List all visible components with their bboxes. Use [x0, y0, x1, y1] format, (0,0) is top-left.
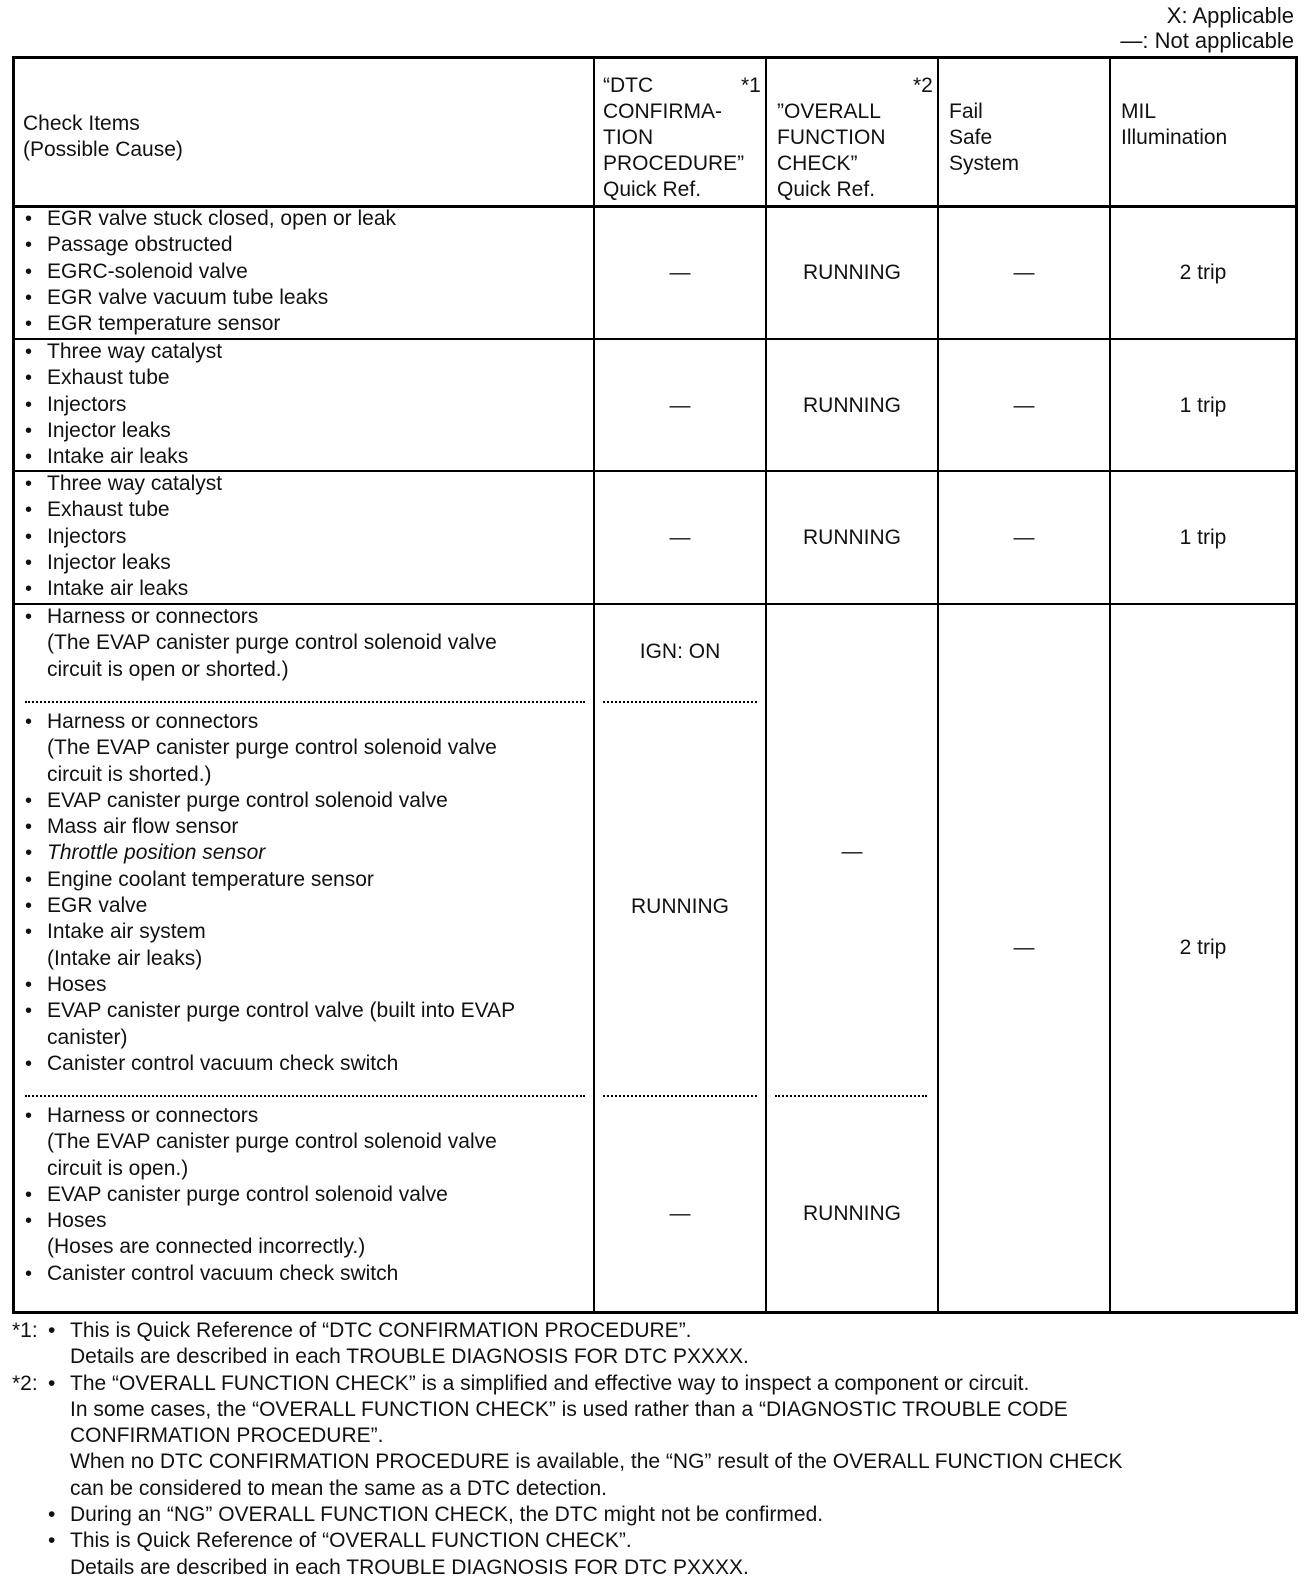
- diagnosis-table: [12, 56, 1298, 1314]
- check-item: • EGR valve stuck closed, open or leak: [25, 206, 595, 232]
- check-item-main: Harness or connectors: [47, 605, 259, 628]
- dotted-separator: [603, 1095, 757, 1097]
- check-item: • Injectors: [25, 392, 595, 418]
- check-item-detail: (The EVAP canister purge control solenoid valve: [47, 631, 497, 655]
- check-item-detail: (The EVAP canister purge control solenoid valve: [47, 1130, 497, 1154]
- check-item: • Canister control vacuum check switch: [25, 1261, 595, 1287]
- check-item-main: Harness or connectors: [47, 1104, 259, 1127]
- check-item: • Canister control vacuum check switch: [25, 1051, 595, 1077]
- check-item-detail: circuit is shorted.): [47, 762, 212, 786]
- legend-applicable: X: Applicable: [1166, 3, 1294, 28]
- check-items-evap-3: [25, 1103, 595, 1287]
- bullet-icon: •: [48, 1529, 56, 1553]
- row-1-mil: 2 trip: [1179, 261, 1227, 284]
- footnote-ref-2: *2: [913, 74, 933, 97]
- check-item: • Throttle position sensor: [25, 840, 595, 866]
- header-text: TION: [603, 126, 654, 149]
- row-2-failsafe: —: [1013, 394, 1035, 417]
- row-3-ofc: RUNNING: [803, 526, 901, 549]
- row-1-ofc: RUNNING: [803, 261, 901, 284]
- check-item: • Intake air leaks: [25, 576, 595, 602]
- check-item: • EVAP canister purge control solenoid valve: [25, 1182, 595, 1208]
- check-item-detail: (The EVAP canister purge control solenoid valve: [47, 736, 497, 760]
- check-item-detail: (Intake air leaks): [47, 946, 203, 970]
- header-text: Quick Ref.: [777, 178, 876, 201]
- bullet-icon: •: [48, 1371, 56, 1395]
- dotted-separator: [775, 1095, 927, 1097]
- check-item: • Exhaust tube: [25, 365, 595, 391]
- check-item: [25, 998, 595, 1051]
- check-item: [25, 1103, 595, 1182]
- header-dtc: [603, 73, 763, 203]
- check-item: • Exhaust tube: [25, 497, 595, 523]
- footnote-1: [12, 1318, 1302, 1371]
- footnote-text: This is Quick Reference of “DTC CONFIRMATION PROCEDURE”.: [70, 1319, 692, 1342]
- footnote-text: When no DTC CONFIRMATION PROCEDURE is available, the “NG” result of the OVERALL FUNCTION CHECK: [70, 1450, 1123, 1474]
- header-text: (Possible Cause): [23, 138, 183, 161]
- check-item-main: Intake air system: [47, 920, 206, 944]
- col-divider: [1109, 59, 1111, 1311]
- evap-3-ofc: RUNNING: [803, 1202, 901, 1225]
- header-text: MIL: [1121, 100, 1157, 123]
- footnote-text: CONFIRMATION PROCEDURE”.: [70, 1424, 384, 1448]
- footnote-text: can be considered to mean the same as a DTC detection.: [70, 1476, 607, 1500]
- check-item: • Engine coolant temperature sensor: [25, 867, 595, 893]
- check-item-main: Hoses: [47, 1209, 107, 1233]
- row-2-ofc: RUNNING: [803, 394, 901, 417]
- legend-not-applicable: —: Not applicable: [1120, 28, 1294, 53]
- footnote-ref-1: *1: [741, 74, 761, 97]
- footnote-text: In some cases, the “OVERALL FUNCTION CHECK” is used rather than a “DIAGNOSTIC TROUBLE CODE: [70, 1397, 1068, 1421]
- check-item: • EGR valve: [25, 893, 595, 919]
- evap-failsafe: —: [1013, 936, 1035, 959]
- footnote-text: This is Quick Reference of “OVERALL FUNCTION CHECK”.: [70, 1529, 632, 1553]
- check-item: • Intake air leaks: [25, 444, 595, 470]
- col-divider: [765, 59, 767, 1311]
- row-2-mil: 1 trip: [1179, 394, 1227, 417]
- evap-mil: 2 trip: [1179, 936, 1227, 959]
- header-mil: [1121, 99, 1227, 151]
- check-item: [25, 604, 595, 683]
- footnote-mark: *2:: [12, 1371, 38, 1395]
- evap-12-ofc: —: [841, 840, 863, 863]
- check-item-main: Harness or connectors: [47, 710, 259, 733]
- bullet-icon: •: [48, 1503, 56, 1527]
- check-item: [25, 919, 595, 972]
- check-item-main: EVAP canister purge control valve (built into EVAP: [47, 999, 516, 1023]
- header-text: ”OVERALL: [777, 100, 881, 123]
- row-1-failsafe: —: [1013, 261, 1035, 284]
- header-text: Safe: [949, 126, 993, 149]
- dotted-separator: [603, 701, 757, 703]
- header-text: PROCEDURE”: [603, 152, 745, 175]
- check-item: • EGRC-solenoid valve: [25, 259, 595, 285]
- check-item: • Three way catalyst: [25, 471, 595, 497]
- check-items-evap-1: [25, 604, 595, 683]
- row-1-dtc: —: [669, 261, 691, 284]
- check-item-detail: (Hoses are connected incorrectly.): [47, 1235, 366, 1259]
- footnote-2: [12, 1371, 1302, 1502]
- header-check-items: [23, 111, 183, 163]
- check-item: • EGR temperature sensor: [25, 311, 595, 337]
- footnote-2-bullet-3: [12, 1528, 1302, 1578]
- check-item: • Hoses: [25, 972, 595, 998]
- evap-1-dtc: IGN: ON: [639, 640, 721, 663]
- check-item-detail: canister): [47, 1025, 128, 1049]
- check-item: • EVAP canister purge control solenoid valve: [25, 788, 595, 814]
- check-items-row-2: [25, 339, 595, 470]
- footnote-text: The “OVERALL FUNCTION CHECK” is a simplified and effective way to inspect a component or circuit.: [70, 1371, 1030, 1395]
- header-fail-safe: [949, 99, 1019, 177]
- bullet-icon: •: [48, 1319, 56, 1342]
- check-items-row-1: [25, 206, 595, 337]
- row-2-dtc: —: [669, 394, 691, 417]
- header-text: Illumination: [1121, 126, 1228, 149]
- check-items-evap-2: [25, 709, 595, 1077]
- col-divider: [937, 59, 939, 1311]
- evap-3-dtc: —: [669, 1202, 691, 1225]
- check-items-row-3: [25, 471, 595, 602]
- row-3-dtc: —: [669, 526, 691, 549]
- check-item: [25, 709, 595, 788]
- footnote-text: Details are described in each TROUBLE DIAGNOSIS FOR DTC PXXXX.: [70, 1345, 749, 1369]
- check-item: • Injectors: [25, 524, 595, 550]
- header-text: FUNCTION: [777, 126, 886, 149]
- header-text: System: [949, 152, 1020, 175]
- footnote-text: During an “NG” OVERALL FUNCTION CHECK, the DTC might not be confirmed.: [70, 1503, 824, 1527]
- check-item: • Passage obstructed: [25, 232, 595, 258]
- check-item: • Mass air flow sensor: [25, 814, 595, 840]
- header-text: “DTC: [603, 74, 654, 97]
- footnote-text: Details are described in each TROUBLE DIAGNOSIS FOR DTC PXXXX.: [70, 1555, 749, 1578]
- dotted-separator: [25, 701, 585, 703]
- row-3-failsafe: —: [1013, 526, 1035, 549]
- evap-2-dtc: RUNNING: [631, 895, 729, 918]
- header-text: Fail: [949, 100, 983, 123]
- header-overall-function-check: [777, 73, 935, 203]
- check-item: • Injector leaks: [25, 550, 595, 576]
- header-text: CONFIRMA-: [603, 100, 722, 123]
- legend: [1120, 3, 1294, 53]
- footnote-2-bullet-2: [12, 1502, 1302, 1528]
- check-item: • Three way catalyst: [25, 339, 595, 365]
- footnotes: [12, 1318, 1302, 1578]
- check-item-detail: circuit is open or shorted.): [47, 657, 289, 681]
- check-item: • Injector leaks: [25, 418, 595, 444]
- check-item: [25, 1208, 595, 1261]
- check-item: • EGR valve vacuum tube leaks: [25, 285, 595, 311]
- check-item-detail: circuit is open.): [47, 1156, 189, 1180]
- dotted-separator: [25, 1095, 585, 1097]
- header-text: Quick Ref.: [603, 178, 702, 201]
- row-3-mil: 1 trip: [1179, 526, 1227, 549]
- footnote-mark: *1:: [12, 1319, 38, 1342]
- header-text: CHECK”: [777, 152, 858, 175]
- header-text: Check Items: [23, 112, 140, 135]
